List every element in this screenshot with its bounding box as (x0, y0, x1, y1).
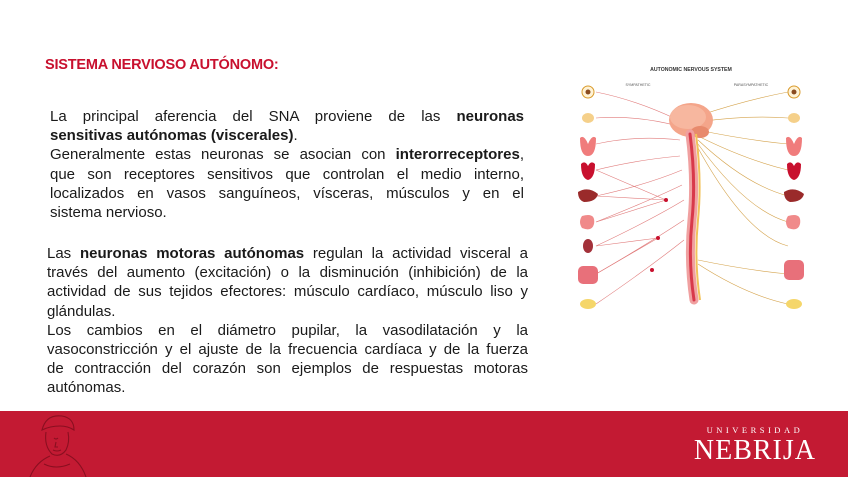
bold-term: interorreceptores (395, 146, 520, 164)
logo-main-text: NEBRIJA (693, 435, 816, 466)
text-run: La principal aferencia del SNA proviene de las (50, 108, 457, 125)
text-line: que son receptores sensitivos que controlan el medio interno, (50, 165, 524, 183)
text-line: de contracción del corazón son ejemplos de respuestas motoras (47, 360, 528, 378)
paragraph-sensory (50, 107, 524, 222)
autonomic-nervous-system-diagram (566, 60, 816, 330)
bold-term: neuronas (456, 108, 524, 125)
text-run: Las (47, 245, 80, 262)
text-run: regulan la actividad visceral a (304, 245, 528, 262)
text-line: autónomas. (47, 379, 126, 397)
text-line: Los cambios en el diámetro pupilar, la vasodilatación y la (47, 321, 528, 339)
text-run: . (293, 127, 298, 145)
university-logo (694, 425, 816, 467)
ganglia (650, 198, 668, 272)
spinal-cord-icon (690, 134, 700, 300)
diagram-title: AUTONOMIC NERVOUS SYSTEM (650, 67, 732, 73)
diagram-right-label: PARASYMPATHETIC (733, 83, 769, 87)
founder-portrait-icon (22, 408, 92, 477)
paragraph-motor (47, 244, 528, 398)
text-line (47, 244, 528, 263)
text-line: través del aumento (excitación) o la disminución (inhibición) de la (47, 264, 528, 282)
text-run: , (519, 146, 524, 164)
text-line (50, 145, 524, 164)
text-line: glándulas. (47, 302, 116, 320)
slide-title: SISTEMA NERVIOSO AUTÓNOMO: (45, 57, 279, 73)
logo-top-text: UNIVERSIDAD (706, 425, 804, 435)
text-line: localizados en vasos sanguíneos, vísceras, músculos y en el (50, 184, 524, 202)
text-line: vasoconstricción y el ajuste de la frecuencia cardíaca y de la fuerza (47, 341, 528, 359)
right-organs (784, 86, 804, 309)
text-line: actividad de sus tejidos efectores: músculo cardíaco, músculo liso y (47, 283, 528, 301)
text-line: sistema nervioso. (50, 204, 167, 222)
bold-term: sensitivas autónomas (viscerales) (50, 127, 294, 145)
text-line (50, 107, 524, 126)
diagram-left-label: SYMPATHETIC (625, 83, 651, 87)
left-organs (578, 86, 598, 309)
text-line (50, 126, 524, 145)
bold-term: neuronas motoras autónomas (79, 245, 305, 262)
text-run: Generalmente estas neuronas se asocian con (50, 146, 396, 164)
